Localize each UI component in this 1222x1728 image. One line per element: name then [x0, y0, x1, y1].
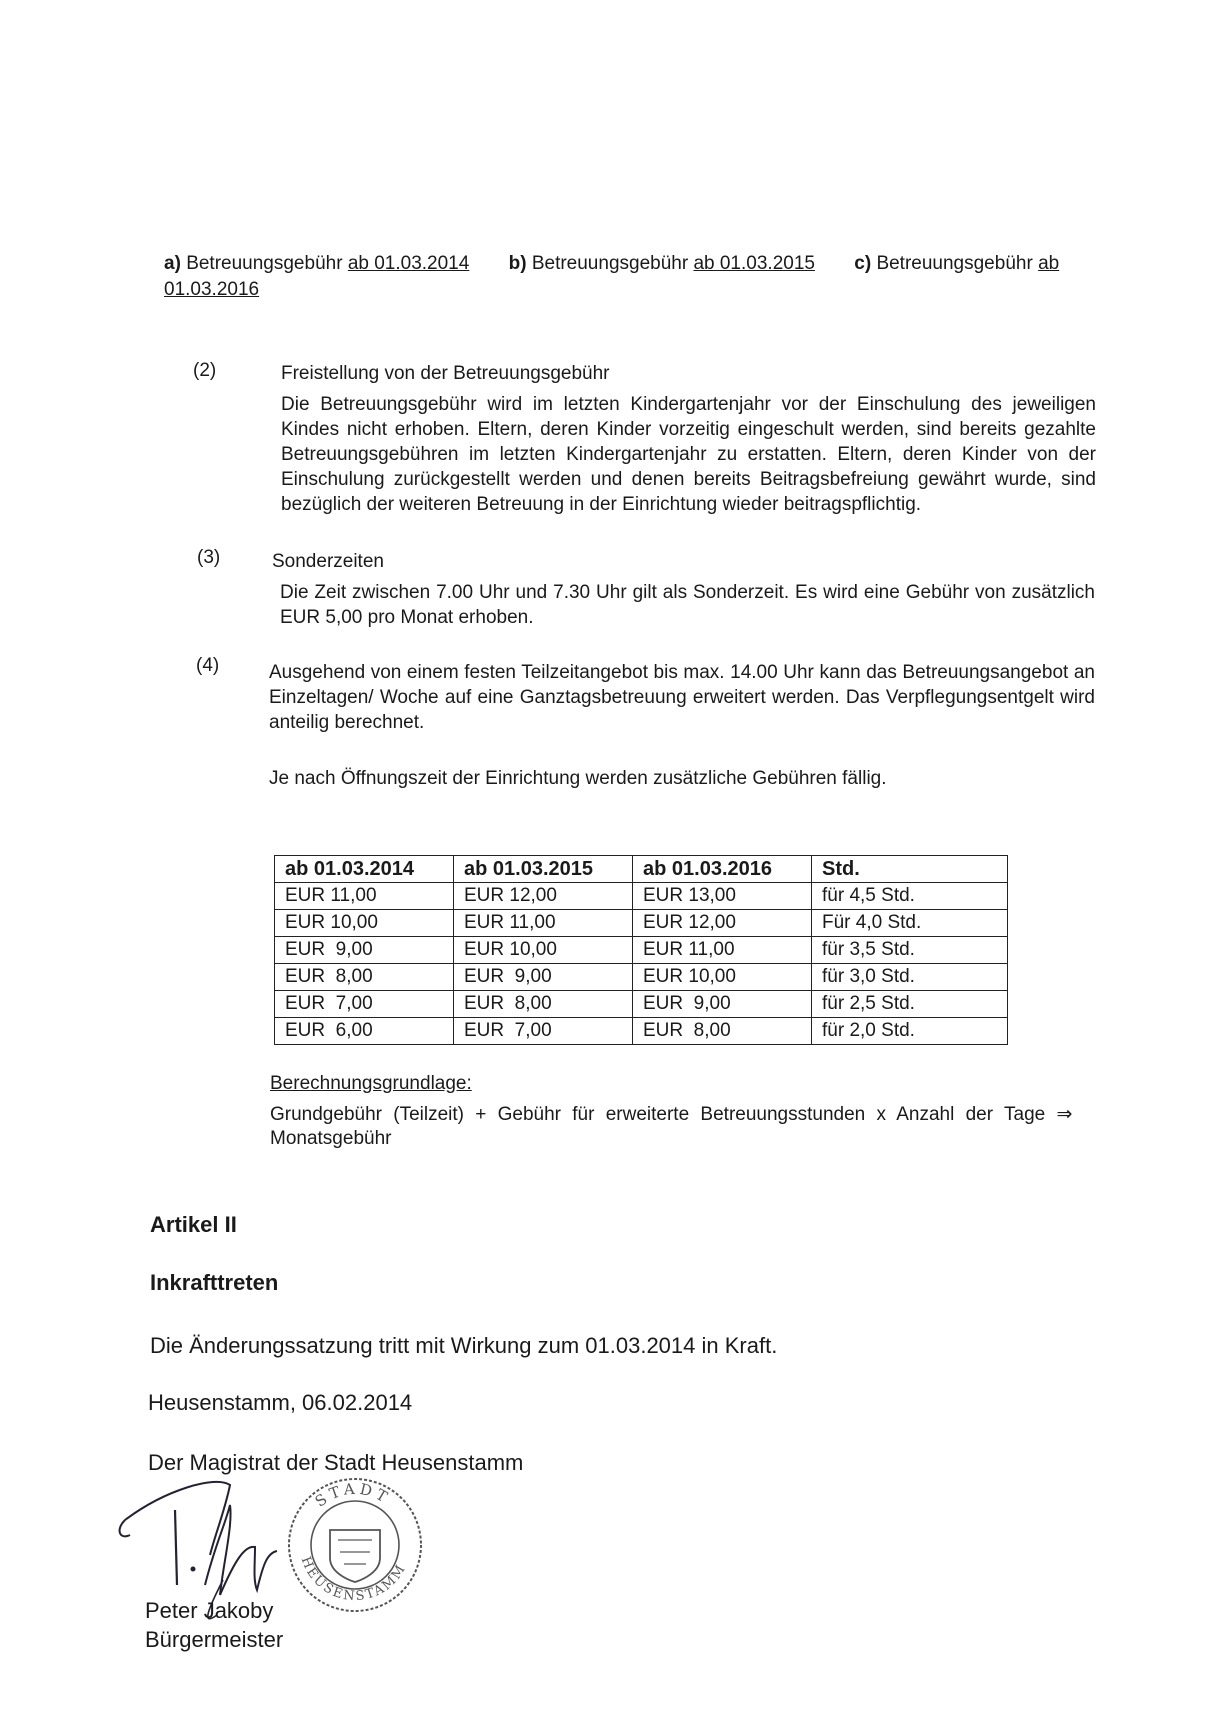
- table-cell: Für 4,0 Std.: [812, 910, 1008, 937]
- table-cell: für 2,0 Std.: [812, 1018, 1008, 1045]
- table-cell: für 2,5 Std.: [812, 991, 1008, 1018]
- article-title: Artikel II: [150, 1212, 237, 1237]
- table-cell: EUR 7,00: [454, 1018, 633, 1045]
- section-number: (2): [193, 360, 217, 381]
- authority: Der Magistrat der Stadt Heusenstamm: [148, 1450, 524, 1475]
- table-cell: für 3,5 Std.: [812, 937, 1008, 964]
- calculation-result: Monatsgebühr: [270, 1128, 392, 1149]
- section-number: (3): [197, 547, 221, 568]
- section-extra: Je nach Öffnungszeit der Einrichtung werden zusätzliche Gebühren fällig.: [269, 768, 887, 789]
- section-number: (4): [196, 655, 220, 676]
- table-cell: EUR 6,00: [275, 1018, 454, 1045]
- official-seal: [280, 1470, 430, 1620]
- table-cell: EUR 8,00: [633, 1018, 812, 1045]
- table-cell: EUR 12,00: [633, 910, 812, 937]
- table-cell: für 3,0 Std.: [812, 964, 1008, 991]
- table-cell: EUR 12,00: [454, 883, 633, 910]
- fee-header-line: [164, 253, 1064, 275]
- table-header-row: [275, 856, 1008, 883]
- table-header-cell: ab 01.03.2014: [275, 856, 454, 883]
- calculation-label: Berechnungsgrundlage:: [270, 1073, 472, 1094]
- table-row: [275, 1018, 1008, 1045]
- header-a: a) Betreuungsgebühr ab 01.03.2014: [164, 253, 470, 274]
- table-cell: EUR 10,00: [633, 964, 812, 991]
- table-cell: EUR 9,00: [633, 991, 812, 1018]
- table-cell: für 4,5 Std.: [812, 883, 1008, 910]
- table-row: [275, 937, 1008, 964]
- table-cell: EUR 8,00: [275, 964, 454, 991]
- header-b: b) Betreuungsgebühr ab 01.03.2015: [508, 253, 815, 274]
- table-row: [275, 991, 1008, 1018]
- table-cell: EUR 11,00: [633, 937, 812, 964]
- section-title: Sonderzeiten: [272, 551, 384, 572]
- table-cell: EUR 10,00: [275, 910, 454, 937]
- section-body: Die Betreuungsgebühr wird im letzten Kindergartenjahr vor der Einschulung des jeweiligen Kindes nicht erhoben. Eltern, deren Kinder vorzeitig eingeschult werden, sind bereits gezahlte Betreuungsgebühren im letzten Kindergartenjahr zu erstatten. Eltern, deren Kinder von der Einschulung zurückgestellt werden und denen bereits Beitragsbefreiung gewährt wurde, sind bezüglich der weiteren Betreuung in der Einrichtung wieder beitragspflichtig.: [281, 394, 1096, 515]
- calculation-formula: Grundgebühr (Teilzeit) + Gebühr für erweiterte Betreuungsstunden x Anzahl der Tage ⇒: [270, 1104, 1073, 1125]
- table-cell: EUR 8,00: [454, 991, 633, 1018]
- table-row: [275, 883, 1008, 910]
- table-row: [275, 964, 1008, 991]
- table-cell: EUR 13,00: [633, 883, 812, 910]
- table-header-cell: Std.: [812, 856, 1008, 883]
- table-row: [275, 910, 1008, 937]
- fee-table: [274, 855, 1008, 1045]
- signer-name: Peter Jakoby: [145, 1598, 274, 1623]
- table-cell: EUR 11,00: [275, 883, 454, 910]
- table-cell: EUR 10,00: [454, 937, 633, 964]
- table-cell: EUR 11,00: [454, 910, 633, 937]
- table-header-cell: ab 01.03.2016: [633, 856, 812, 883]
- table-cell: EUR 9,00: [275, 937, 454, 964]
- header-c-date: 01.03.2016: [164, 279, 260, 300]
- article-text: Die Änderungssatzung tritt mit Wirkung zum 01.03.2014 in Kraft.: [150, 1333, 778, 1358]
- table-cell: EUR 9,00: [454, 964, 633, 991]
- signer-role: Bürgermeister: [145, 1627, 284, 1652]
- section-title: Freistellung von der Betreuungsgebühr: [281, 363, 610, 384]
- section-body: Ausgehend von einem festen Teilzeitangebot bis max. 14.00 Uhr kann das Betreuungsangebot an Einzeltagen/ Woche auf eine Ganztagsbetreuung erweitert werden. Das Verpflegungsentgelt wird anteilig berechnet.: [269, 662, 1095, 733]
- place-date: Heusenstamm, 06.02.2014: [148, 1390, 413, 1415]
- seal-text-bottom: HEUSENSTAMM: [297, 1554, 410, 1605]
- article-subtitle: Inkrafttreten: [150, 1270, 279, 1295]
- header-c: c) Betreuungsgebühr ab: [854, 253, 1060, 274]
- seal-text-top: STADT: [311, 1479, 394, 1511]
- table-cell: EUR 7,00: [275, 991, 454, 1018]
- table-header-cell: ab 01.03.2015: [454, 856, 633, 883]
- section-body: Die Zeit zwischen 7.00 Uhr und 7.30 Uhr gilt als Sonderzeit. Es wird eine Gebühr von zusätzlich EUR 5,00 pro Monat erhoben.: [280, 582, 1095, 628]
